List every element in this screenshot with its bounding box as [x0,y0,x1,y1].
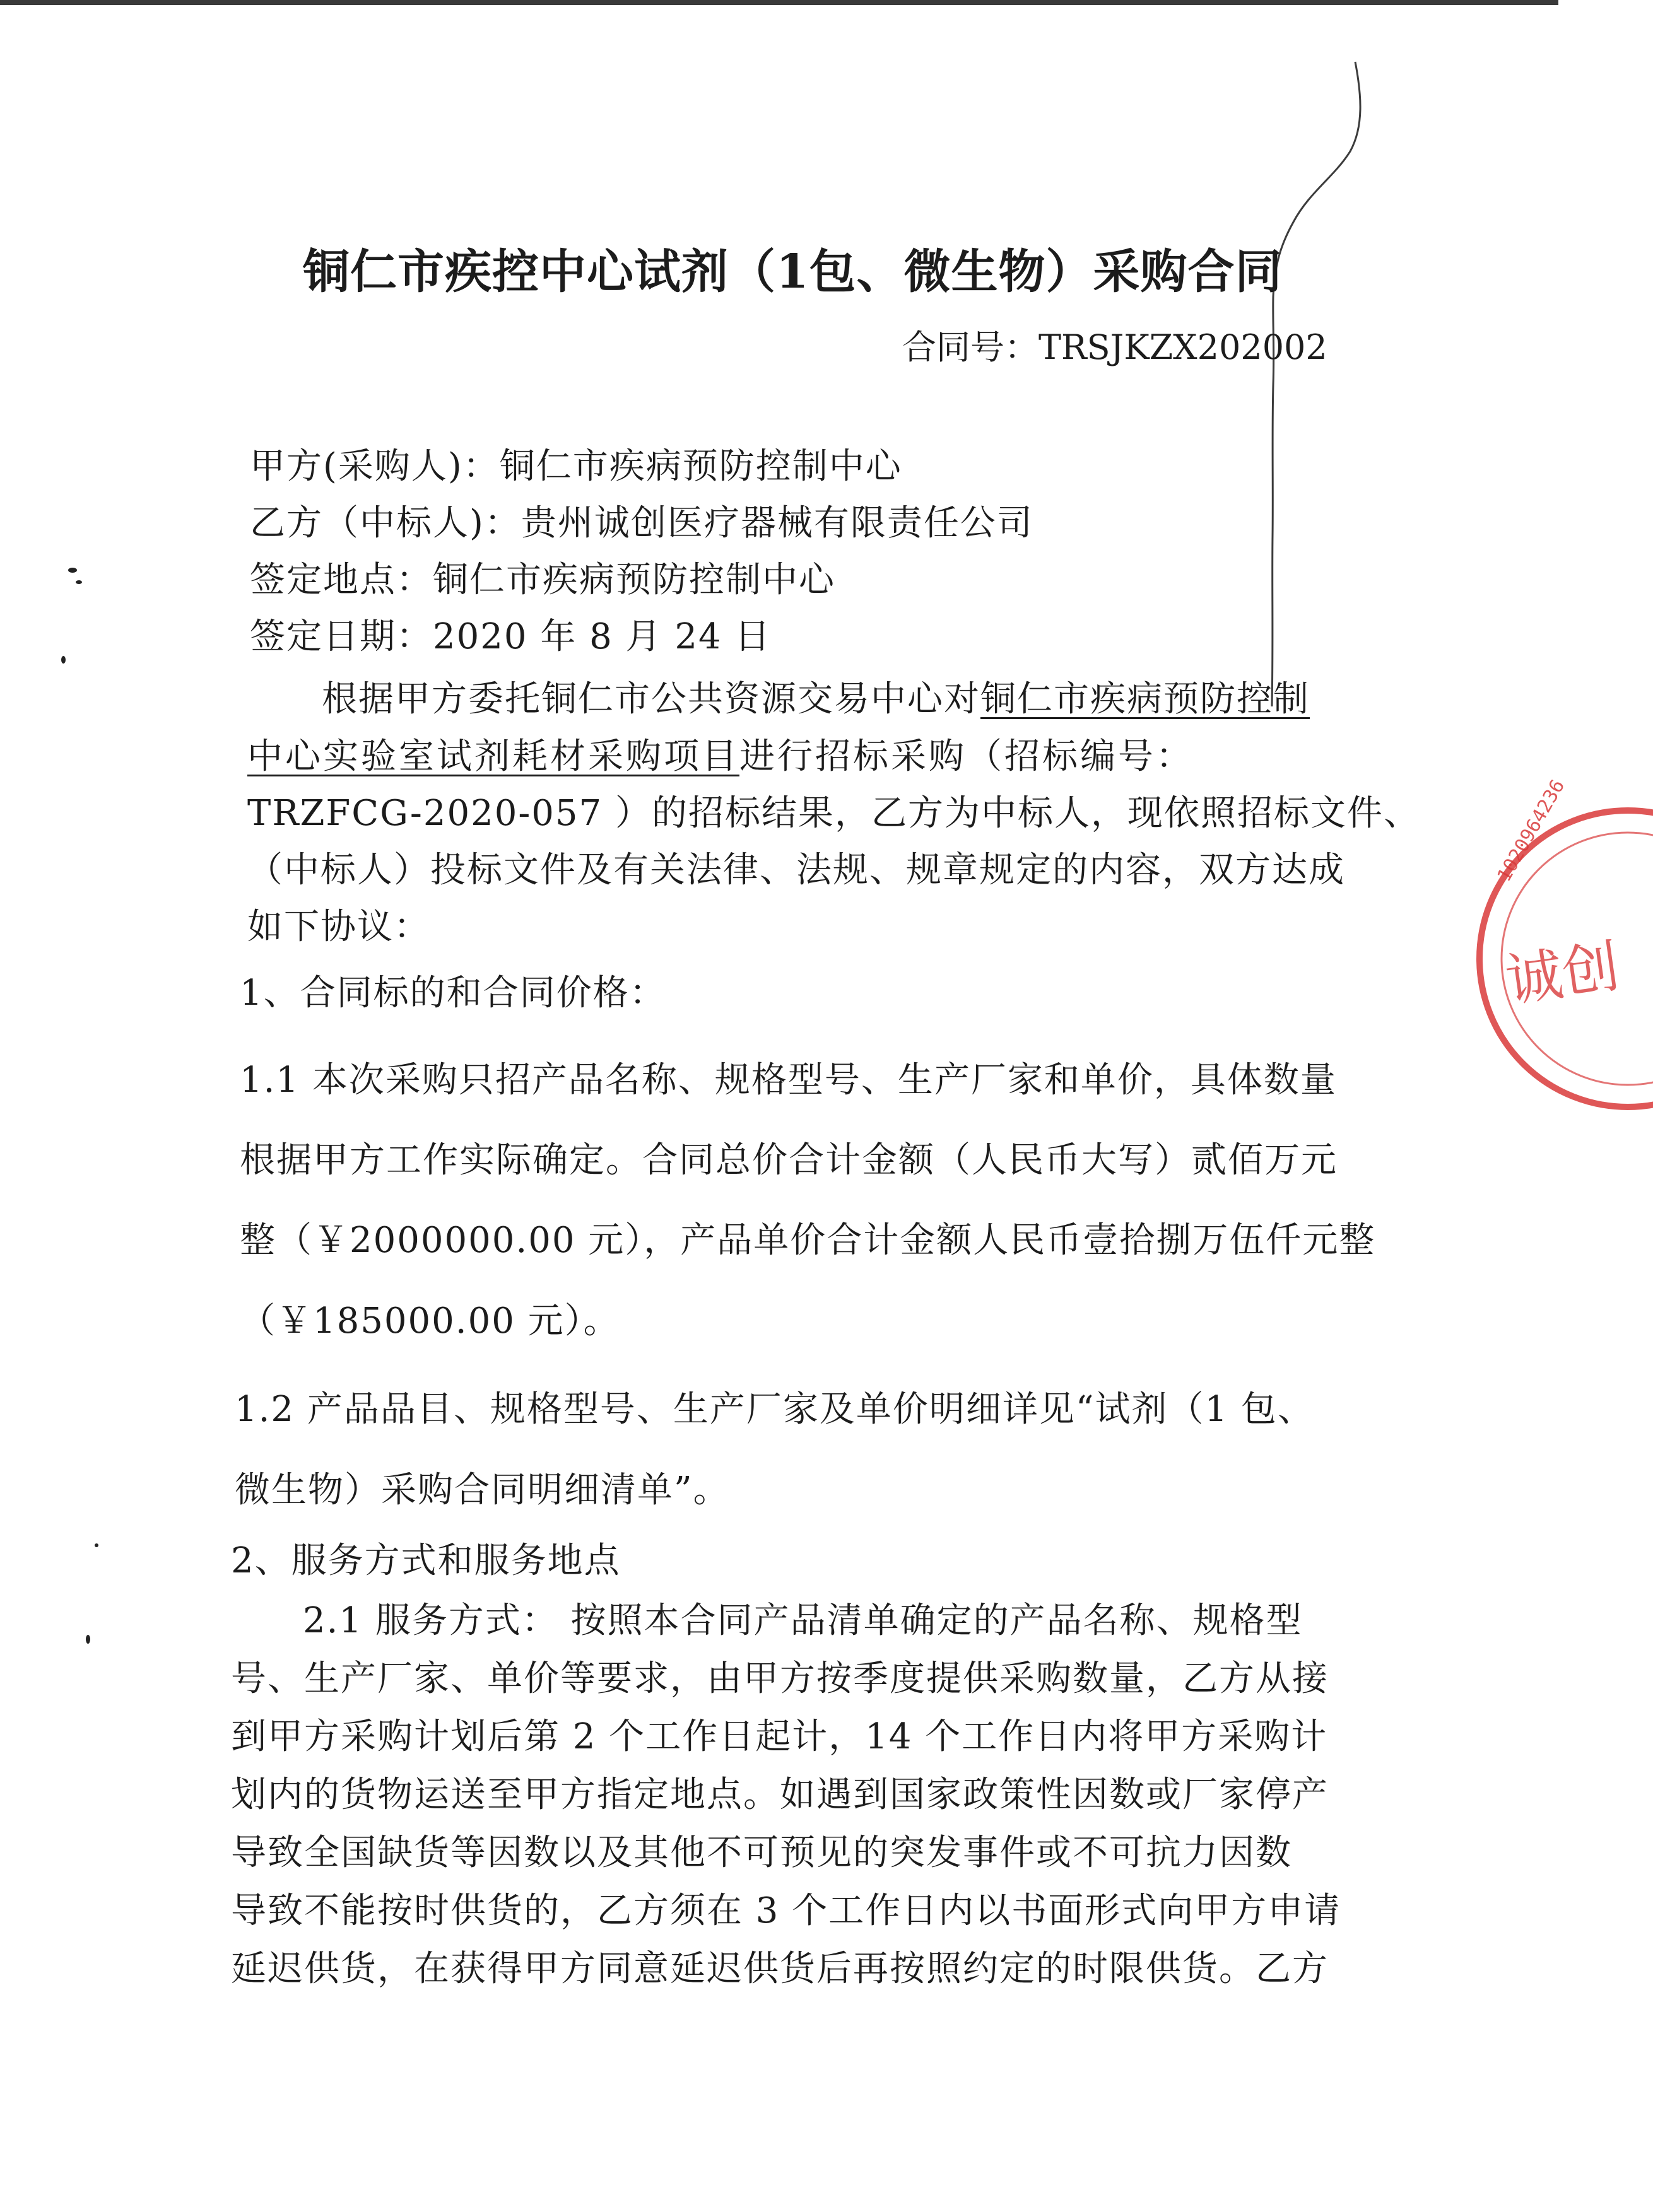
svg-text:1020964236: 1020964236 [1493,776,1570,886]
clause-2-1-line: 2.1 服务方式： 按照本合同产品清单确定的产品名称、规格型 [303,1600,1303,1641]
clause-1-1-line: 1.1 本次采购只招产品名称、规格型号、生产厂家和单价，具体数量 [240,1060,1337,1101]
clause-2-1-line: 导致不能按时供货的，乙方须在 3 个工作日内以书面形式向甲方申请 [231,1890,1341,1931]
handwritten-stroke [1199,57,1388,713]
contract-title: 铜仁市疾控中心试剂（1包、微生物）采购合同 [303,245,1283,299]
signing-date-line: 签定日期：2020 年 8 月 24 日 [250,616,772,657]
clause-1-1-line: 根据甲方工作实际确定。合同总价合计金额（人民币大写）贰佰万元 [240,1140,1338,1181]
buyer-line: 甲方(采购人)：铜仁市疾病预防控制中心 [250,446,902,487]
scan-top-edge [0,0,1558,5]
clause-2-1-line: 导致全国缺货等因数以及其他不可预见的突发事件或不可抗力因数 [231,1832,1292,1873]
contract-number: 合同号：TRSJKZX202002 [902,327,1327,367]
intro-line-1 [322,671,1310,722]
clause-1-1-line: 整（￥2000000.00 元），产品单价合计金额人民币壹拾捌万伍仟元整 [240,1220,1376,1261]
company-seal [1464,776,1653,1116]
project-name-part-1: 铜仁市疾病预防控制 [980,679,1310,720]
scan-speck [95,1543,98,1547]
intro-line-2 [247,729,1194,779]
clause-1-2-line: 1.2 产品品目、规格型号、生产厂家及单价明细详见“试剂（1 包、 [235,1389,1314,1430]
supplier-line: 乙方（中标人)：贵州诚创医疗器械有限责任公司 [250,503,1033,544]
clause-1-1-line: （￥185000.00 元）。 [240,1301,620,1342]
scan-speck [68,568,77,573]
intro-line-4: （中标人）投标文件及有关法律、法规、规章规定的内容，双方达成 [247,850,1345,891]
section-1-heading: 1、合同标的和合同价格： [240,973,666,1014]
intro-text: 根据甲方委托铜仁市公共资源交易中心对 [322,679,980,720]
scan-speck [86,1635,90,1644]
intro-line-3: TRZFCG-2020-057 ）的招标结果，乙方为中标人，现依照招标文件、 [247,793,1420,834]
clause-2-1-line: 延迟供货，在获得甲方同意延迟供货后再按照约定的时限供货。乙方 [231,1948,1329,1989]
clause-2-1-line: 到甲方采购计划后第 2 个工作日起计，14 个工作日内将甲方采购计 [231,1716,1328,1757]
clause-2-1-line: 号、生产厂家、单价等要求，由甲方按季度提供采购数量，乙方从接 [231,1658,1329,1699]
project-name-part-2: 中心实验室试剂耗材采购项目 [247,736,739,777]
section-2-heading: 2、服务方式和服务地点 [231,1540,621,1581]
svg-text:诚创: 诚创 [1502,933,1624,1015]
signing-place-line: 签定地点：铜仁市疾病预防控制中心 [250,559,835,600]
scan-speck [76,580,82,584]
intro-line-5: 如下协议： [247,906,430,947]
intro-text: 进行招标采购（招标编号： [739,736,1194,777]
clause-2-1-line: 划内的货物运送至甲方指定地点。如遇到国家政策性因数或厂家停产 [231,1774,1329,1815]
scan-speck [61,656,66,664]
clause-1-2-line: 微生物）采购合同明细清单”。 [235,1470,730,1511]
